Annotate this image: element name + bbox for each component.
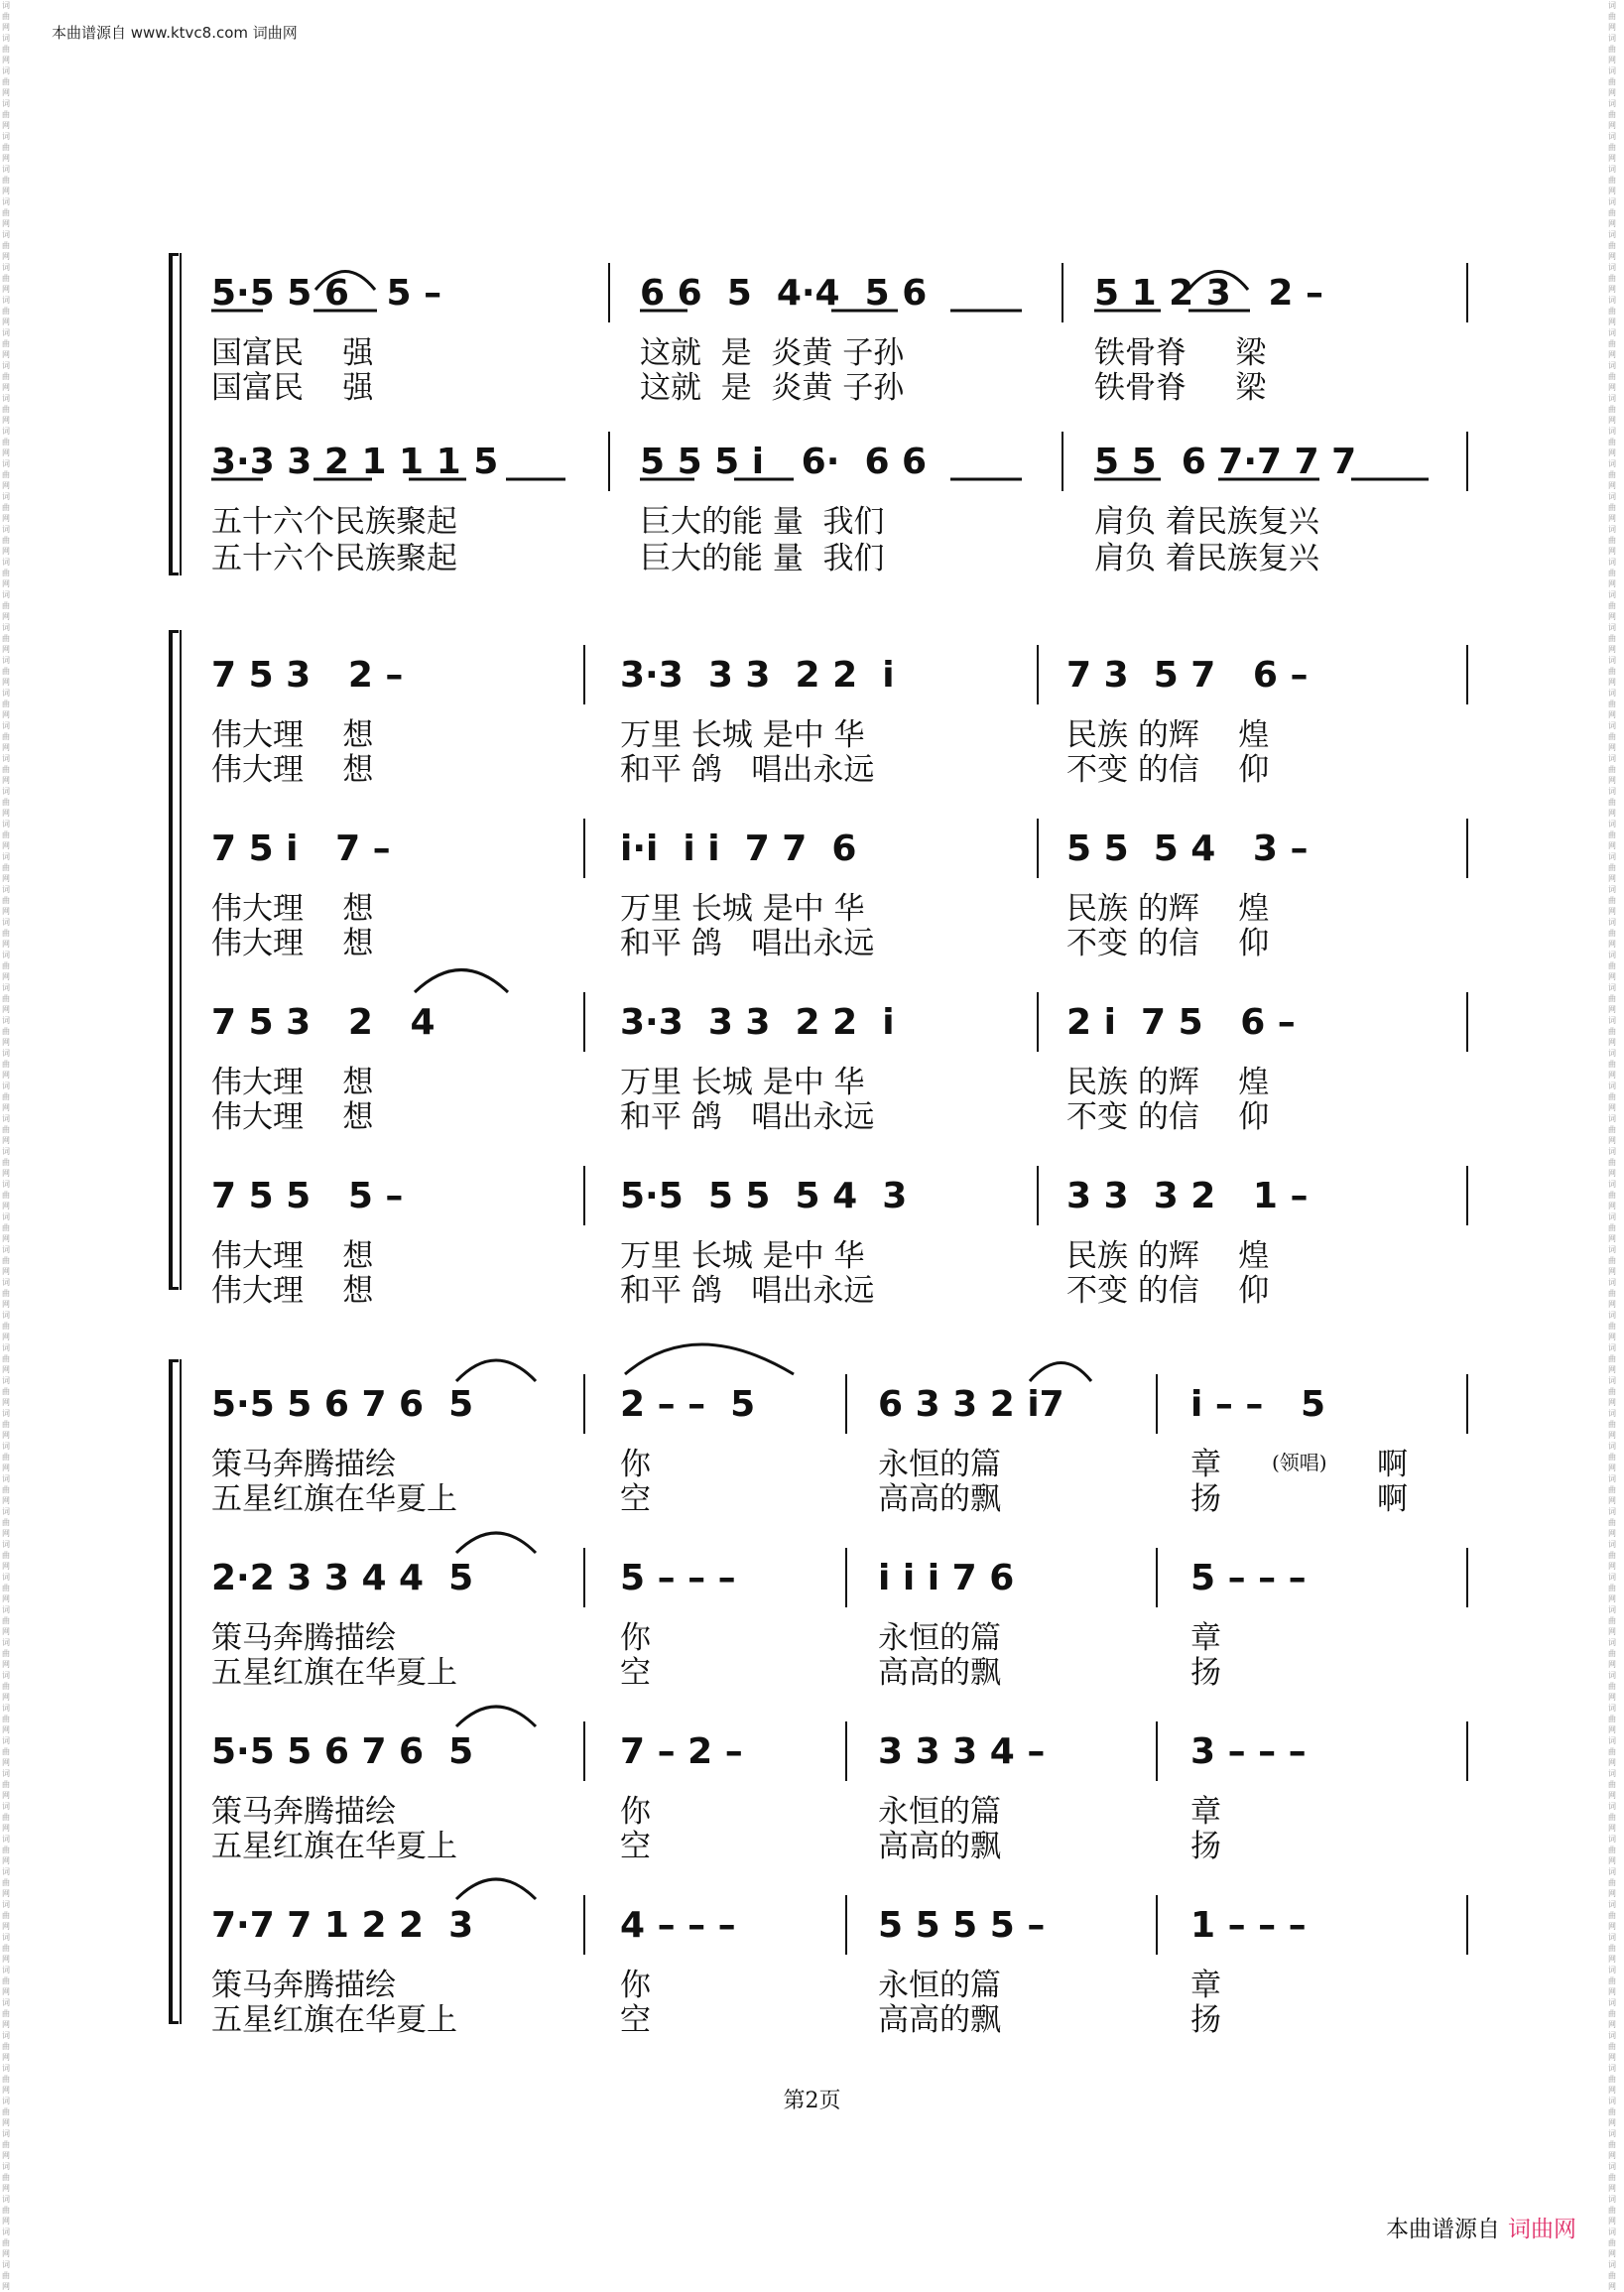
lyric-line: 国富民 强 [211, 335, 374, 371]
lyric-line: 章 [1190, 1968, 1221, 2003]
lyric-line: 高高的飘 [878, 1481, 1001, 1517]
lyric-line: 五星红旗在华夏上 [211, 1655, 457, 1691]
notation-measure: 5 5 6 7·7 7 7 [1094, 442, 1357, 482]
lyric-line: 扬 [1190, 1829, 1221, 1864]
lyric-line: 万里 长城 是中 华 [620, 891, 865, 927]
lyric-line: 伟大理 想 [211, 891, 374, 927]
notation-measure: i i i 7 6 [878, 1558, 1015, 1598]
lyric-line: 和平 鸽 唱出永远 [620, 1099, 875, 1135]
lyric-line: 不变 的信 仰 [1066, 1273, 1270, 1309]
notation-measure: 7 5 5 5 – [211, 1176, 404, 1216]
lyric-line: 肩负 着民族复兴 [1094, 541, 1319, 576]
lyric-line: 伟大理 想 [211, 1238, 374, 1274]
slur [456, 1533, 536, 1553]
notation-measure: 7 5 i 7 – [211, 828, 391, 869]
lyric-line: 啊 [1377, 1481, 1408, 1517]
lyric-line: 五十六个民族聚起 [211, 504, 457, 540]
side-watermark-right: 词 曲 网 词 曲 网 词 曲 网 词 曲 网 词 曲 网 词 曲 网 词 曲 网 词 曲 网 词 曲 网 词 曲 网 词 曲 网 词 曲 网 词 曲 网 词 曲 网 词 曲 网 词 曲 网 词 曲 网 词 曲 网 词 曲 网 词 曲 网 词 曲 网 词 曲 网 词 曲 网 词 曲 网 词 曲 网 词 曲 网 词 曲 网 词 曲 网 词 曲 网 词 曲 网 词 曲 网 词 曲 网 词 曲 网 词 曲 网 词 曲 网 词 曲 网 词 曲 网 词 曲 网 词 曲 网 词 曲 网 词 曲 网 词 曲 网 词 曲 网 词 曲 网 词 曲 网 词 曲 网 词 曲 网 词 曲 网 词 曲 网 词 曲 网 词 曲 网 词 曲 网 词 曲 网 词 曲 网 词 曲 网 词 曲 网 词 曲 网 词 曲 网 词 曲 网 词 曲 网 词 曲 网 词 曲 网 词 曲 网 词 曲 网 词 曲 网 词 曲 网 词 曲 网 词 曲 网 词 曲 网 词 曲 网 [1608, 1, 1616, 2291]
notation-measure: 2 – – 5 [620, 1384, 756, 1425]
footer-site-name: 词曲网 [1508, 2217, 1576, 2242]
lyric-line: 不变 的信 仰 [1066, 752, 1270, 788]
lyric-line: 策马奔腾描绘 [211, 1968, 396, 2003]
notation-measure: i – – 5 [1190, 1384, 1326, 1425]
lyric-line: 高高的飘 [878, 2002, 1001, 2038]
lyric-line: 扬 [1190, 2002, 1221, 2038]
slur [1030, 1363, 1091, 1382]
slur [625, 1344, 794, 1374]
lyric-line: 五十六个民族聚起 [211, 541, 457, 576]
lyric-line: 永恒的篇 [878, 1794, 1001, 1830]
lyric-line: 你 [620, 1794, 651, 1830]
notation-measure: 5 5 5 5 – [878, 1905, 1046, 1946]
footer-label: 本曲谱源自 [1386, 2217, 1500, 2242]
notation-measure: 5 – – – [1190, 1558, 1307, 1598]
lyric-line: 肩负 着民族复兴 [1094, 504, 1319, 540]
lyric-line: 空 [620, 2002, 651, 2038]
page-number: 第2页 [783, 2089, 841, 2113]
lyric-line: 伟大理 想 [211, 1099, 374, 1135]
notation-measure: 6 3 3 2 i7 [878, 1384, 1064, 1425]
lyric-line: 这就 是 炎黄 子孙 [640, 370, 905, 406]
lyric-line: 伟大理 想 [211, 752, 374, 788]
notation-measure: 7 5 3 2 – [211, 655, 404, 696]
lyric-line: 策马奔腾描绘 [211, 1447, 396, 1482]
notation-measure: i·i i i 7 7 6 [620, 828, 857, 869]
lyric-line: 空 [620, 1481, 651, 1517]
lyric-line: 五星红旗在华夏上 [211, 1481, 457, 1517]
notation-measure: 2 i 7 5 6 – [1066, 1002, 1296, 1043]
notation-measure: 5·5 5 6 7 6 5 [211, 1384, 474, 1425]
lyric-line: 五星红旗在华夏上 [211, 2002, 457, 2038]
lyric-line: 五星红旗在华夏上 [211, 1829, 457, 1864]
lyric-line: 高高的飘 [878, 1655, 1001, 1691]
lyric-line: 巨大的能 量 我们 [640, 541, 885, 576]
lyric-line: 章 [1190, 1794, 1221, 1830]
notation-measure: 5·5 5 6 7 6 5 [211, 1731, 474, 1772]
lyric-line: 伟大理 想 [211, 1273, 374, 1309]
lyric-line: 永恒的篇 [878, 1968, 1001, 2003]
slur [315, 272, 375, 291]
lyric-line: 万里 长城 是中 华 [620, 1065, 865, 1100]
lyric-line: 民族 的辉 煌 [1066, 717, 1270, 753]
notation-measure: 3 3 3 4 – [878, 1731, 1046, 1772]
lyric-line: 巨大的能 量 我们 [640, 504, 885, 540]
notation-measure: 5 5 5 4 3 – [1066, 828, 1309, 869]
notation-measure: 3 – – – [1190, 1731, 1307, 1772]
lyric-line: 章 [1190, 1620, 1221, 1656]
lyric-line: 扬 [1190, 1655, 1221, 1691]
lyric-line: 章 [1190, 1447, 1221, 1482]
lyric-line: 永恒的篇 [878, 1447, 1001, 1482]
notation-measure: 5 – – – [620, 1558, 736, 1598]
lyric-line: 空 [620, 1655, 651, 1691]
lyric-line: 民族 的辉 煌 [1066, 1065, 1270, 1100]
notation-measure: 7 3 5 7 6 – [1066, 655, 1309, 696]
notation-measure: 5·5 5 6 5 – [211, 273, 442, 314]
slur [456, 1879, 536, 1899]
slur [415, 970, 508, 993]
notation-measure: 3·3 3 2 1 1 1 5 [211, 442, 499, 482]
lyric-line: 不变 的信 仰 [1066, 1099, 1270, 1135]
notation-measure: 5 1 2 3 2 – [1094, 273, 1323, 314]
lyric-line: 铁骨脊 梁 [1094, 335, 1267, 371]
lyric-line: 不变 的信 仰 [1066, 926, 1270, 961]
lyric-line: 这就 是 炎黄 子孙 [640, 335, 905, 371]
lyric-line: 扬 [1190, 1481, 1221, 1517]
lyric-line: 和平 鸽 唱出永远 [620, 926, 875, 961]
notation-measure: 3 3 3 2 1 – [1066, 1176, 1309, 1216]
lyric-line: 策马奔腾描绘 [211, 1794, 396, 1830]
lyric-line: 和平 鸽 唱出永远 [620, 752, 875, 788]
lyric-line: 你 [620, 1968, 651, 2003]
notation-measure: 3·3 3 3 2 2 i [620, 655, 895, 696]
lyric-line: 高高的飘 [878, 1829, 1001, 1864]
lyric-line: 万里 长城 是中 华 [620, 1238, 865, 1274]
lyric-line: 铁骨脊 梁 [1094, 370, 1267, 406]
notation-measure: 7·7 7 1 2 2 3 [211, 1905, 474, 1946]
lyric-line: 伟大理 想 [211, 926, 374, 961]
lyric-line: 永恒的篇 [878, 1620, 1001, 1656]
lyric-line: 空 [620, 1829, 651, 1864]
notation-measure: 7 – 2 – [620, 1731, 743, 1772]
side-watermark-left: 词 曲 网 词 曲 网 词 曲 网 词 曲 网 词 曲 网 词 曲 网 词 曲 网 词 曲 网 词 曲 网 词 曲 网 词 曲 网 词 曲 网 词 曲 网 词 曲 网 词 曲 网 词 曲 网 词 曲 网 词 曲 网 词 曲 网 词 曲 网 词 曲 网 词 曲 网 词 曲 网 词 曲 网 词 曲 网 词 曲 网 词 曲 网 词 曲 网 词 曲 网 词 曲 网 词 曲 网 词 曲 网 词 曲 网 词 曲 网 词 曲 网 词 曲 网 词 曲 网 词 曲 网 词 曲 网 词 曲 网 词 曲 网 词 曲 网 词 曲 网 词 曲 网 词 曲 网 词 曲 网 词 曲 网 词 曲 网 词 曲 网 词 曲 网 词 曲 网 词 曲 网 词 曲 网 词 曲 网 词 曲 网 词 曲 网 词 曲 网 词 曲 网 词 曲 网 词 曲 网 词 曲 网 词 曲 网 词 曲 网 词 曲 网 词 曲 网 词 曲 网 词 曲 网 词 曲 网 词 曲 网 词 曲 网 [2, 1, 10, 2291]
lyric-line: 民族 的辉 煌 [1066, 891, 1270, 927]
lyric-line: 国富民 强 [211, 370, 374, 406]
lyric-line: 你 [620, 1620, 651, 1656]
lyric-line: 策马奔腾描绘 [211, 1620, 396, 1656]
lyric-line: 啊 [1377, 1447, 1408, 1482]
notation-measure: 5·5 5 5 5 4 3 [620, 1176, 908, 1216]
lyric-line: 万里 长城 是中 华 [620, 717, 865, 753]
source-header: 本曲谱源自 www.ktvc8.com 词曲网 [52, 24, 298, 42]
lyric-line: 民族 的辉 煌 [1066, 1238, 1270, 1274]
notation-measure: 5 5 5 i 6· 6 6 [640, 442, 928, 482]
slur [456, 1707, 536, 1726]
lyric-line: 伟大理 想 [211, 1065, 374, 1100]
notation-measure: 7 5 3 2 4 [211, 1002, 436, 1043]
slur [1188, 272, 1248, 291]
slur [456, 1360, 536, 1381]
notation-measure: 2·2 3 3 4 4 5 [211, 1558, 474, 1598]
lyric-line: 你 [620, 1447, 651, 1482]
lead-vocal-note: (领唱) [1272, 1451, 1327, 1474]
notation-measure: 3·3 3 3 2 2 i [620, 1002, 895, 1043]
lyric-line: 伟大理 想 [211, 717, 374, 753]
notation-measure: 4 – – – [620, 1905, 736, 1946]
footer-source [1386, 2211, 1576, 2243]
lyric-line: 和平 鸽 唱出永远 [620, 1273, 875, 1309]
notation-measure: 6 6 5 4·4 5 6 [640, 273, 928, 314]
notation-measure: 1 – – – [1190, 1905, 1307, 1946]
